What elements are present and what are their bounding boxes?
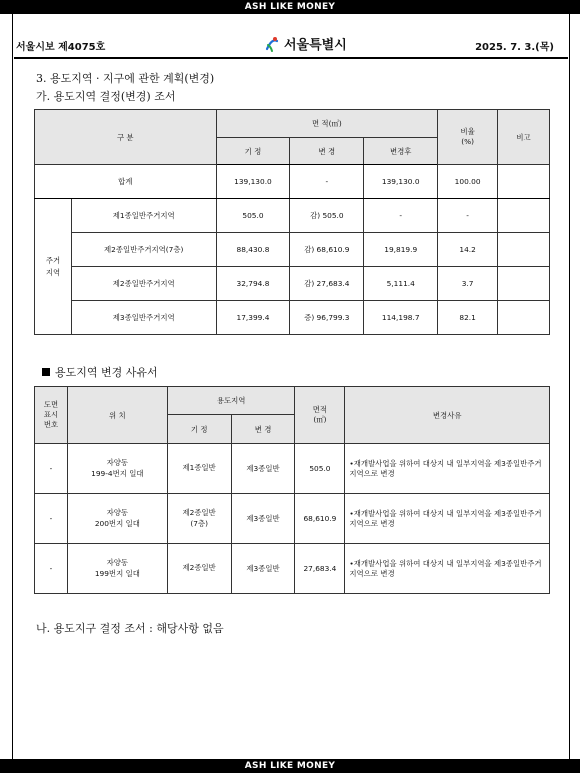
col-before: 기 정 bbox=[216, 138, 290, 165]
cell-change: 제3종일반 bbox=[231, 544, 295, 594]
cell-label: 제3종일반주거지역 bbox=[71, 301, 216, 335]
col-change: 변 경 bbox=[231, 415, 295, 444]
cell-no: - bbox=[35, 494, 68, 544]
cell-ratio: 14.2 bbox=[438, 233, 498, 267]
section-3-subtitle: 가. 용도지역 결정(변경) 조서 bbox=[36, 90, 176, 103]
cell-note bbox=[498, 267, 550, 301]
cell-before: 제2종일반 bbox=[167, 544, 231, 594]
table-row-total bbox=[35, 165, 550, 199]
cell-location: 자양동 199번지 일대 bbox=[67, 544, 167, 594]
total-label: 합계 bbox=[35, 165, 217, 199]
cell-location: 자양동 199-4번지 일대 bbox=[67, 444, 167, 494]
reason-section-title bbox=[42, 364, 158, 380]
col-location: 위 치 bbox=[67, 387, 167, 444]
cell-label: 제2종일반주거지역(7층) bbox=[71, 233, 216, 267]
col-note: 비고 bbox=[498, 110, 550, 165]
cell-no: - bbox=[35, 544, 68, 594]
cell-after: 5,111.4 bbox=[364, 267, 438, 301]
table-row bbox=[35, 444, 550, 494]
cell-after: 139,130.0 bbox=[364, 165, 438, 199]
section-na-title: 나. 용도지구 결정 조서 : 해당사항 없음 bbox=[36, 622, 224, 635]
cell-after: 114,198.7 bbox=[364, 301, 438, 335]
table-row bbox=[35, 199, 550, 233]
publisher bbox=[264, 34, 347, 53]
cell-note bbox=[498, 301, 550, 335]
cell-reason: •재개발사업을 위하여 대상지 내 일부지역을 제3종일반주거지역으로 변경 bbox=[345, 544, 550, 594]
cell-area: 68,610.9 bbox=[295, 494, 345, 544]
col-area: 면적 (㎡) bbox=[295, 387, 345, 444]
cell-area: 27,683.4 bbox=[295, 544, 345, 594]
cell-note bbox=[498, 233, 550, 267]
cell-no: - bbox=[35, 444, 68, 494]
cell-location: 자양동 200번지 일대 bbox=[67, 494, 167, 544]
table-row bbox=[35, 494, 550, 544]
cell-label: 제2종일반주거지역 bbox=[71, 267, 216, 301]
cell-ratio: 82.1 bbox=[438, 301, 498, 335]
cell-note bbox=[498, 199, 550, 233]
col-change: 변 경 bbox=[290, 138, 364, 165]
cell-area: 505.0 bbox=[295, 444, 345, 494]
issue-date: 2025. 7. 3.(목) bbox=[475, 42, 554, 53]
cell-change: 증) 96,799.3 bbox=[290, 301, 364, 335]
header-divider bbox=[14, 57, 568, 59]
square-bullet-icon bbox=[42, 368, 50, 376]
table-row bbox=[35, 233, 550, 267]
table-row bbox=[35, 544, 550, 594]
cell-after: - bbox=[364, 199, 438, 233]
col-ratio: 비율 (%) bbox=[438, 110, 498, 165]
col-after: 변경후 bbox=[364, 138, 438, 165]
cell-before: 32,794.8 bbox=[216, 267, 290, 301]
cell-ratio: - bbox=[438, 199, 498, 233]
cell-before: 505.0 bbox=[216, 199, 290, 233]
zoning-change-reason-table bbox=[34, 386, 550, 594]
col-zone: 용도지역 bbox=[167, 387, 295, 415]
cell-before: 88,430.8 bbox=[216, 233, 290, 267]
cell-before: 제2종일반 (7층) bbox=[167, 494, 231, 544]
col-map-no: 도면 표시 번호 bbox=[35, 387, 68, 444]
cell-change: - bbox=[290, 165, 364, 199]
col-before: 기 정 bbox=[167, 415, 231, 444]
cell-ratio: 3.7 bbox=[438, 267, 498, 301]
cell-change: 감) 505.0 bbox=[290, 199, 364, 233]
col-category: 구 분 bbox=[35, 110, 217, 165]
zoning-table bbox=[34, 109, 550, 335]
cell-change: 감) 27,683.4 bbox=[290, 267, 364, 301]
seoul-logo-icon bbox=[264, 36, 280, 52]
table-row bbox=[35, 301, 550, 335]
page-header bbox=[14, 32, 568, 58]
cell-change: 제3종일반 bbox=[231, 494, 295, 544]
table-row bbox=[35, 267, 550, 301]
col-reason: 변경사유 bbox=[345, 387, 550, 444]
publisher-name: 서울특별시 bbox=[284, 38, 347, 53]
cell-ratio: 100.00 bbox=[438, 165, 498, 199]
cell-before: 17,399.4 bbox=[216, 301, 290, 335]
cell-after: 19,819.9 bbox=[364, 233, 438, 267]
cell-label: 제1종일반주거지역 bbox=[71, 199, 216, 233]
cell-reason: •재개발사업을 위하여 대상지 내 일부지역을 제3종일반주거지역으로 변경 bbox=[345, 444, 550, 494]
cell-before: 139,130.0 bbox=[216, 165, 290, 199]
col-area: 면 적(㎡) bbox=[216, 110, 438, 138]
group-label: 주거 지역 bbox=[35, 199, 72, 335]
issue-number: 서울시보 제4075호 bbox=[16, 42, 106, 53]
bottom-banner: ASH LIKE MONEY bbox=[0, 759, 580, 773]
top-banner: ASH LIKE MONEY bbox=[0, 0, 580, 14]
cell-change: 제3종일반 bbox=[231, 444, 295, 494]
section-3-title: 3. 용도지역 · 지구에 관한 계획(변경) bbox=[36, 72, 215, 85]
cell-change: 감) 68,610.9 bbox=[290, 233, 364, 267]
reason-section-label: 용도지역 변경 사유서 bbox=[55, 366, 158, 379]
cell-note bbox=[498, 165, 550, 199]
cell-reason: •재개발사업을 위하여 대상지 내 일부지역을 제3종일반주거지역으로 변경 bbox=[345, 494, 550, 544]
cell-before: 제1종일반 bbox=[167, 444, 231, 494]
